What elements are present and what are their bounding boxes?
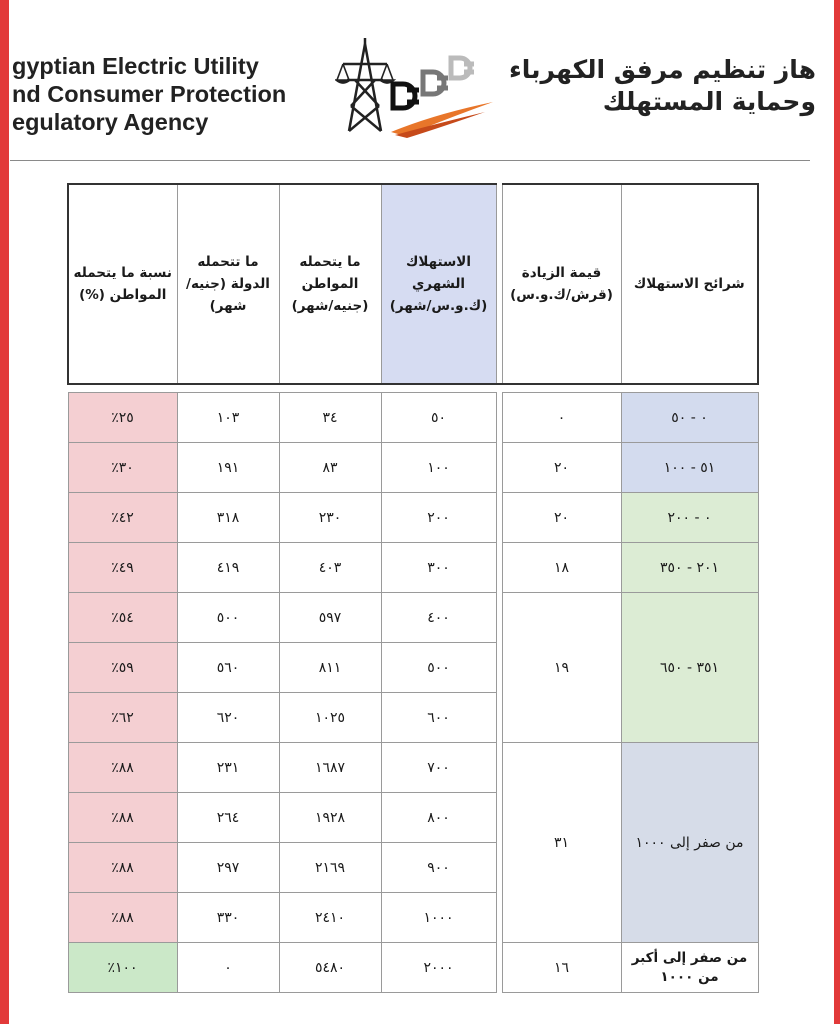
tier-cell: ٢٠١ - ٣٥٠ [621, 543, 758, 593]
tier-cell: ٣٥١ - ٦٥٠ [621, 593, 758, 743]
column-gap [496, 693, 502, 743]
column-gap [496, 393, 502, 443]
citizen-cell: ٢٤١٠ [279, 893, 381, 943]
consumption-cell: ١٠٠٠ [381, 893, 496, 943]
header-consumption: الاستهلاك الشهري (ك.و.س/شهر) [381, 184, 496, 384]
tier-cell: من صفر إلى ١٠٠٠ [621, 743, 758, 943]
arabic-line-1: هاز تنظيم مرفق الكهرباء [508, 55, 816, 84]
agency-logo-icon [335, 36, 495, 138]
arabic-agency-name [509, 54, 816, 118]
citizen-cell: ٢٣٠ [279, 493, 381, 543]
state-cell: ٠ [177, 943, 279, 993]
tier-cell: ٥١ - ١٠٠ [621, 443, 758, 493]
consumption-cell: ٩٠٠ [381, 843, 496, 893]
arabic-line-2: وحماية المستهلك [602, 87, 816, 116]
header-citizen: ما يتحمله المواطن (جنيه/شهر) [279, 184, 381, 384]
column-gap [496, 184, 502, 384]
state-cell: ٥٠٠ [177, 593, 279, 643]
state-cell: ٤١٩ [177, 543, 279, 593]
state-cell: ١٠٣ [177, 393, 279, 443]
tariff-table [67, 183, 759, 993]
state-cell: ١٩١ [177, 443, 279, 493]
percent-cell: ١٠٠٪ [68, 943, 177, 993]
table-row [68, 543, 758, 593]
english-line-2: nd Consumer Protection [12, 81, 287, 107]
column-gap [496, 443, 502, 493]
column-gap [496, 843, 502, 893]
tier-cell: ٠ - ٥٠ [621, 393, 758, 443]
table-row [68, 593, 758, 643]
header-percent: نسبة ما يتحمله المواطن (%) [68, 184, 177, 384]
header-state: ما تتحمله الدولة (جنيه/شهر) [177, 184, 279, 384]
citizen-cell: ٨٣ [279, 443, 381, 493]
column-gap [496, 593, 502, 643]
consumption-cell: ٥٠٠ [381, 643, 496, 693]
citizen-cell: ٨١١ [279, 643, 381, 693]
state-cell: ٣١٨ [177, 493, 279, 543]
percent-cell: ٢٥٪ [68, 393, 177, 443]
citizen-cell: ١٩٢٨ [279, 793, 381, 843]
table-row [68, 443, 758, 493]
table-row [68, 393, 758, 443]
percent-cell: ٨٨٪ [68, 793, 177, 843]
percent-cell: ٣٠٪ [68, 443, 177, 493]
percent-cell: ٥٩٪ [68, 643, 177, 693]
column-gap [496, 793, 502, 843]
header-increase: قيمة الزيادة (قرش/ك.و.س) [502, 184, 621, 384]
table-row [68, 743, 758, 793]
consumption-cell: ٤٠٠ [381, 593, 496, 643]
column-gap [496, 643, 502, 693]
state-cell: ٢٣١ [177, 743, 279, 793]
tariff-table-container [67, 183, 757, 993]
consumption-cell: ٣٠٠ [381, 543, 496, 593]
consumption-cell: ٦٠٠ [381, 693, 496, 743]
table-row [68, 943, 758, 993]
state-cell: ٢٩٧ [177, 843, 279, 893]
table-row [68, 493, 758, 543]
consumption-cell: ٨٠٠ [381, 793, 496, 843]
column-gap [496, 493, 502, 543]
increase-cell: ٠ [502, 393, 621, 443]
tier-cell: من صفر إلى أكبر من ١٠٠٠ [621, 943, 758, 993]
english-line-3: egulatory Agency [12, 109, 209, 135]
state-cell: ٢٦٤ [177, 793, 279, 843]
citizen-cell: ٥٩٧ [279, 593, 381, 643]
percent-cell: ٦٢٪ [68, 693, 177, 743]
increase-cell: ١٨ [502, 543, 621, 593]
citizen-cell: ٥٤٨٠ [279, 943, 381, 993]
citizen-cell: ٤٠٣ [279, 543, 381, 593]
increase-cell: ١٩ [502, 593, 621, 743]
consumption-cell: ٢٠٠٠ [381, 943, 496, 993]
increase-cell: ٢٠ [502, 493, 621, 543]
percent-cell: ٨٨٪ [68, 743, 177, 793]
consumption-cell: ١٠٠ [381, 443, 496, 493]
header-spacer [68, 384, 758, 393]
percent-cell: ٤٩٪ [68, 543, 177, 593]
column-gap [496, 543, 502, 593]
consumption-cell: ٥٠ [381, 393, 496, 443]
column-gap [496, 943, 502, 993]
header-tier: شرائح الاستهلاك [621, 184, 758, 384]
consumption-cell: ٧٠٠ [381, 743, 496, 793]
citizen-cell: ٢١٦٩ [279, 843, 381, 893]
percent-cell: ٤٢٪ [68, 493, 177, 543]
increase-cell: ٣١ [502, 743, 621, 943]
citizen-cell: ٣٤ [279, 393, 381, 443]
column-gap [496, 893, 502, 943]
tier-cell: ٠ - ٢٠٠ [621, 493, 758, 543]
consumption-cell: ٢٠٠ [381, 493, 496, 543]
english-line-1: gyptian Electric Utility [12, 53, 259, 79]
citizen-cell: ١٦٨٧ [279, 743, 381, 793]
increase-cell: ٢٠ [502, 443, 621, 493]
citizen-cell: ١٠٢٥ [279, 693, 381, 743]
percent-cell: ٨٨٪ [68, 843, 177, 893]
header-divider [10, 160, 810, 161]
state-cell: ٥٦٠ [177, 643, 279, 693]
state-cell: ٣٣٠ [177, 893, 279, 943]
column-gap [496, 743, 502, 793]
english-agency-name [12, 52, 286, 136]
percent-cell: ٨٨٪ [68, 893, 177, 943]
increase-cell: ١٦ [502, 943, 621, 993]
percent-cell: ٥٤٪ [68, 593, 177, 643]
table-header-row [68, 184, 758, 384]
state-cell: ٦٢٠ [177, 693, 279, 743]
page-header [0, 0, 840, 160]
